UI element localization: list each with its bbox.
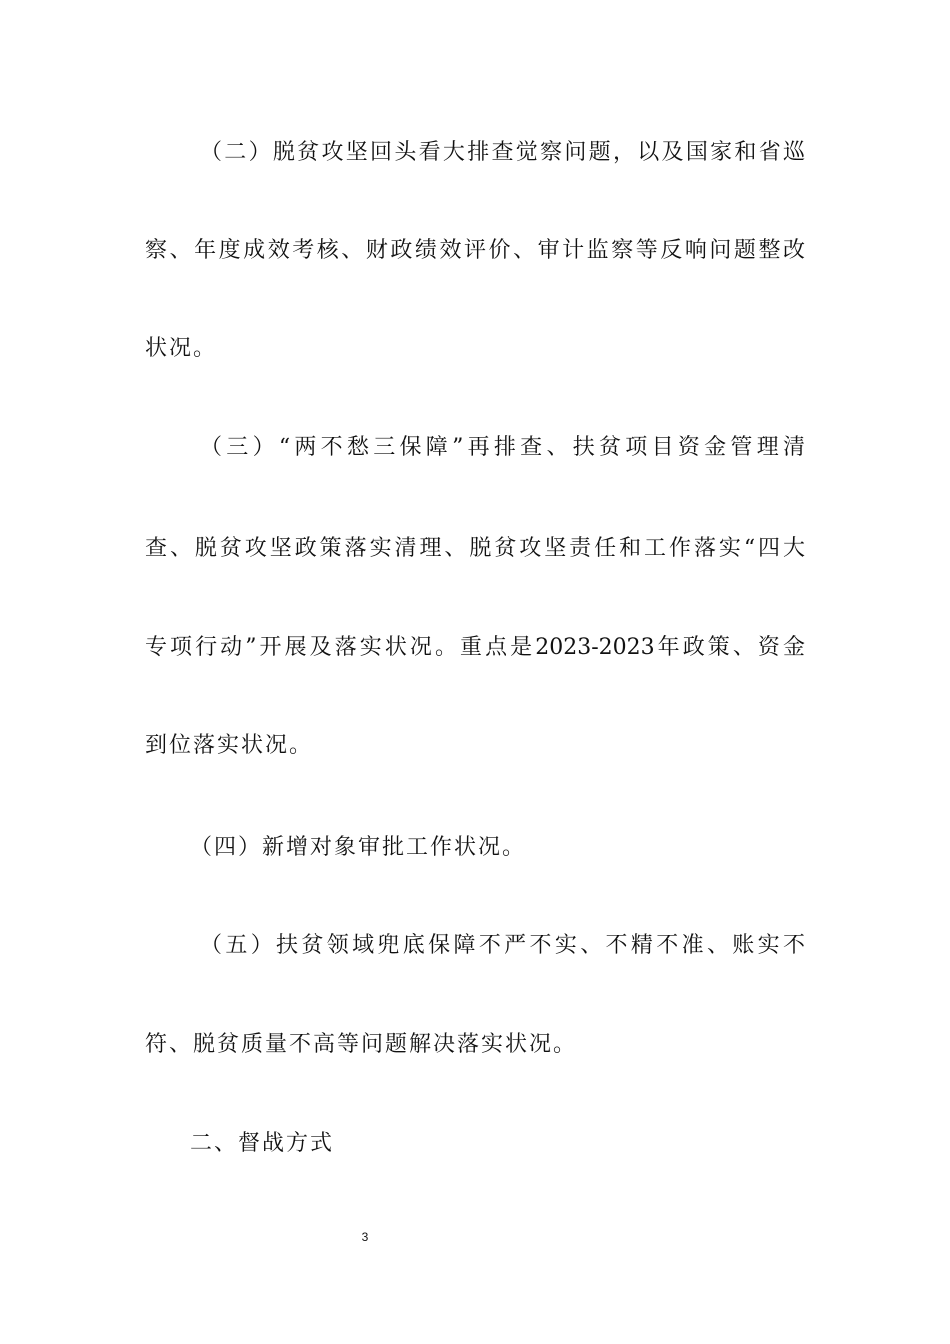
paragraph-3-line-4: 到位落实状况。 (145, 733, 314, 758)
paragraph-2-line-2: 察、年度成效考核、财政绩效评价、审计监察等反响问题整改 (145, 238, 805, 263)
paragraph-3-line-3: 专项行动”开展及落实状况。重点是2023-2023年政策、资金 (145, 635, 805, 660)
paragraph-5-line-1: （五）扶贫领域兜底保障不严不实、不精不准、账实不 (200, 933, 805, 958)
paragraph-2-line-3: 状况。 (145, 336, 218, 361)
paragraph-4-line-1: （四）新增对象审批工作状况。 (190, 835, 527, 860)
section-heading: 二、督战方式 (190, 1131, 335, 1156)
paragraph-3-line-1: （三）“两不愁三保障”再排查、扶贫项目资金管理清 (200, 435, 805, 460)
paragraph-5-line-2: 符、脱贫质量不高等问题解决落实状况。 (145, 1032, 578, 1057)
page-number: 3 (361, 1230, 369, 1244)
paragraph-3-line-2: 查、脱贫攻坚政策落实清理、脱贫攻坚责任和工作落实“四大 (145, 536, 805, 561)
paragraph-2-line-1: （二）脱贫攻坚回头看大排查觉察问题，以及国家和省巡 (200, 140, 805, 165)
